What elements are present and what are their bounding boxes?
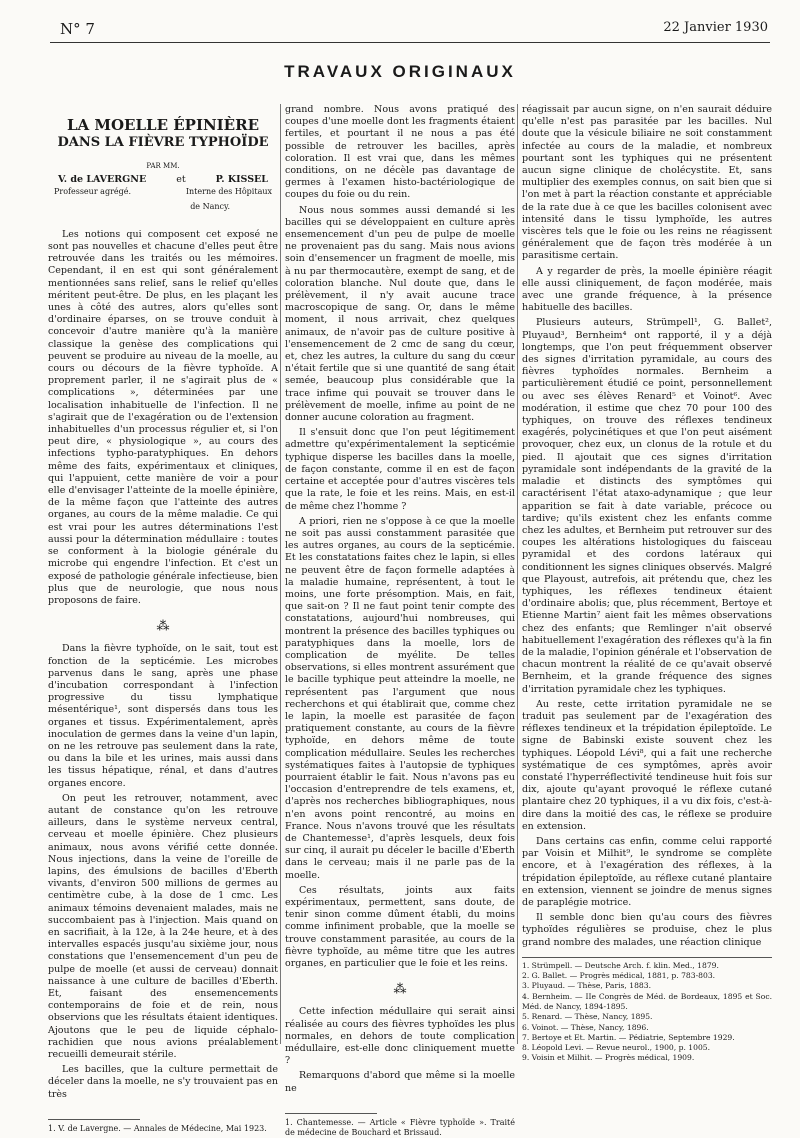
article-subtitle: DANS LA FIÈVRE TYPHOÏDE [57,135,269,150]
reference-item: 4. Bernheim. — IIe Congrès de Méd. de Bordeaux, 1895 et Soc. Méd. de Nancy, 1894-1895. [522,991,772,1011]
section-separator: ⁂ [156,619,170,635]
paragraph: Il semble donc bien qu'au cours des fièvres typhoïdes régulières se produise, chez le plus grand nombre des malades, une réaction clinique [522,912,772,948]
author-et: et [176,174,186,186]
footnote: 1. V. de Lavergne. — Annales de Médecine, Mai 1923. [48,1123,267,1133]
paragraph: Cette infection médullaire qui serait ainsi réalisée au cours des fièvres typhoïdes les plus normales, en dehors de toute complication médullaire, est-elle donc cliniquement muette ? [285,1006,515,1067]
paragraph: réagissait par aucun signe, on n'en saurait déduire qu'elle n'est pas parasitée par les bacilles. Nul doute que la vésicule biliaire ne soit constamment infectée au cours de la maladie, et nombreux pourtant sont les typhiques qui ne présentent aucun signe clinique de cholécystite. Et, sans multiplier des exemples connus, on sait bien que si l'on met à part la réaction constante et appréciable de la rate due à ce que les bacilles colonisent avec intensité dans le tissu lymphoïde, les autres viscères tels que le foie ou les reins ne réagissent généralement que de façon très modérée à un parasitisme certain. [522,104,772,262]
paragraph: Au reste, cette irritation pyramidale ne se traduit pas seulement par de l'exagération des réflexes tendineux et la trépidation épileptoïde. Le signe de Babinski existe souvent chez les typhiques. Léopold Lévi⁸, qui a fait une recherche systématique de ces symptômes, après avoir constaté l'hyperréflectivité tendineuse huit fois sur dix, ajoute qu'ayant provoqué le réflexe cutané plantaire chez 20 typhiques, il a vu dix fois, c'est-à-dire dans la moitié des cas, le réflexe se produire en extension. [522,698,772,832]
reference-item: 2. G. Ballet. — Progrès médical, 1881, p. 783-803. [522,971,716,981]
paragraph: A y regarder de près, la moelle épinière réagit elle aussi cliniquement, de façon modérée, mais avec une grande fréquence, à la présence habituelle des bacilles. [522,265,772,314]
footnote-rule [48,1119,140,1120]
section-title: TRAVAUX ORIGINAUX [284,62,516,81]
issue-number: N° 7 [60,20,95,38]
paragraph: Il s'ensuit donc que l'on peut légitimement admettre qu'expérimentalement la septicémie typhique disperse les bacilles dans la moelle, de façon constante, comme il en est de façon certaine et acceptée pour d'autres viscères tels que la rate, le foie et les reins. Mais, en est-il de même chez l'homme ? [285,427,515,512]
article-title: LA MOELLE ÉPINIÈRE [66,116,260,134]
author-place: de Nancy. [190,201,230,211]
reference-item: 1. Strümpell. — Deutsche Arch. f. klin. Med., 1879. [522,960,719,970]
paragraph: Les notions qui composent cet exposé ne sont pas nouvelles et chacune d'elles peut être retrouvée dans les traités ou les mémoires. Cependant, il en est qui sont généralement mentionnées sans relief, sans le relief qu'elles méritent peut-être. De plus, en les plaçant les unes à côté des autres, alors qu'elles sont d'ordinaire éparses, on se trouve conduit à concevoir d'autre manière qu'à la manière classique la genèse des complications qui peuvent se produire au niveau de la moelle, au cours ou décours de la fièvre typhoïde. A proprement parler, il ne s'agirait plus de « complications », déterminées par une localisation inhabituelle de l'infection. Il ne s'agirait que de l'exagération ou de l'extension inhabituelles d'un processus régulier et, si l'on peut dire, « physiologique », au cours des infections typho-paratyphiques. En dehors même des faits, expérimentaux et cliniques, qui l'appuient, cette manière de voir a pour elle d'envisager l'atteinte de la moelle épinière, de la même façon que l'atteinte des autres organes, au cours de la même maladie. Ce qui est vrai pour les autres déterminations l'est aussi pour la détermination médullaire : toutes se conforment à la biologie générale du microbe qui engendre l'infection. Et c'est un exposé de pathologie générale infectieuse, bien plus que de neurologie, que nous nous proposons de faire. [48,228,278,606]
authors [48,174,278,186]
column-3 [522,104,772,1064]
paragraph: Plusieurs auteurs, Strümpell¹, G. Ballet², Pluyaud³, Bernheim⁴ ont rapporté, il y a déjà longtemps, que l'on peut fréquemment observer des signes d'irritation pyramidale, au cours des fièvres typhoïdes normales. Bernheim a particulièrement étudié ce point, personnellement ou avec ses élèves Renard⁵ et Voinot⁶. Avec modération, il estime que chez 70 pour 100 des typhiques, on trouve des réflexes tendineux exagérés, polycinétiques et que l'on peut aisément provoquer, chez eux, un clonus de la rotule et du pied. Il ajoutait que ces signes d'irritation pyramidale sont indépendants de la gravité de la maladie et distincts des symptômes qui caractérisent l'état ataxo-adynamique ; que leur apparition se fait à date variable, précoce ou tardive; qu'ils existent chez les enfants comme chez les adultes, et Bernheim put retrouver sur des coupes les altérations histologiques du faisceau pyramidal et des cordons latéraux qui conditionnent les signes cliniques observés. Malgré que Playoust, autrefois, ait prétendu que, chez les typhiques, les réflexes tendineux étaient d'ordinaire abolis; que, plus récemment, Bertoye et Etienne Martin⁷ aient fait les mêmes observations chez des enfants; que Remlinger n'ait observé habituellement l'exagération des réflexes qu'à la fin de la maladie, l'opinion générale et l'observation de chacun montrent la réalité de ce qu'avait observé Bernheim, et la grande fréquence des signes d'irritation pyramidale chez les typhiques. [522,317,772,695]
page-header [0,20,800,44]
paragraph: Les bacilles, que la culture permettait de déceler dans la moelle, ne s'y trouvaient pas en très [48,1064,278,1100]
column-divider [517,104,518,1044]
issue-date: 22 Janvier 1930 [663,20,768,35]
footnote: 1. Chantemesse. — Article « Fièvre typhoïde ». Traité de médecine de Bouchard et Brissaud. [285,1117,515,1137]
paragraph: On peut les retrouver, notamment, avec autant de constance qu'on les retrouve ailleurs, dans le système nerveux central, cerveau et moelle épinière. Chez plusieurs animaux, nous avons vérifié cette donnée. Nous injections, dans la veine de l'oreille de lapins, des émulsions de bacilles d'Eberth vivants, d'environ 500 millions de germes au centimètre cube, à la dose de 1 cmc. Les animaux témoins devenaient malades, mais ne succombaient pas à l'injection. Mais quand on en sacrifiait, à la 12e, à la 24e heure, et à des intervalles espacés jusqu'au sixième jour, nous constations que l'ensemencement d'un peu de pulpe de moelle (et aussi de cerveau) donnait naissance à une culture de bacilles d'Eberth. Et, faisant des ensemencements contemporains de foie et de rein, nous observions que les résultats étaient identiques. Ajoutons que le peu de liquide céphalo-rachidien que nous avions préalablement recueilli demeurait stérile. [48,792,278,1061]
column-divider [280,104,281,1044]
paragraph: A priori, rien ne s'oppose à ce que la moelle ne soit pas aussi constamment parasitée que les autres organes, au cours de la septicémie. Et les constatations faites chez le lapin, si elles ne peuvent être de façon formelle adaptées à la maladie humaine, représentent, à tout le moins, une forte présomption. Mais, en fait, que sait-on ? Il ne faut point tenir compte des constatations, aujourd'hui nombreuses, qui montrent la présence des bacilles typhiques ou paratyphiques dans la moelle, lors de complication de myélite. De telles observations, si elles montrent assurément que le bacille typhique peut atteindre la moelle, ne représentent pas l'argument que nous recherchons et qui établirait que, comme chez le lapin, la moelle est parasitée de façon pratiquement constante, au cours de la fièvre typhoïde, en dehors même de toute complication médullaire. Seules les recherches systématiques faites à l'autopsie de typhiques pourraient établir le fait. Nous n'avons pas eu l'occasion d'entreprendre de tels examens, et, d'après nos recherches bibliographiques, nous n'en avons point rencontré, au moins en France. Nous n'avons trouvé que les résultats de Chantemesse¹, d'après lesquels, deux fois sur cinq, il aurait pu déceler le bacille d'Eberth dans le cerveau; mais il ne parle pas de la moelle. [285,515,515,881]
reference-item: 3. Pluyaud. — Thèse, Paris, 1883. [522,981,651,991]
paragraph: Ces résultats, joints aux faits expérimentaux, permettent, sans doute, de tenir sinon comme dûment établi, du moins comme infiniment probable, que la moelle se trouve constamment parasitée, au cours de la fièvre typhoïde, au même titre que les autres organes, en particulier que le foie et les reins. [285,884,515,970]
reference-item: 5. Renard. — Thèse, Nancy, 1895. [522,1012,653,1022]
references [522,957,772,1064]
column-2 [285,104,515,1138]
role-1: Professeur agrégé. [54,187,132,197]
reference-item: 9. Voisin et Milhit. — Progrès médical, 1909. [522,1053,695,1063]
reference-item: 6. Voinot. — Thèse, Nancy, 1896. [522,1022,649,1032]
paragraph: Nous nous sommes aussi demandé si les bacilles qui se développaient en culture après ensemencement d'un peu de pulpe de moelle ne provenaient pas du sang. Mais nous avions soin d'ensemencer un fragment de moelle, mis à nu par thermocautère, exempt de sang, et de coloration blanche. Nul doute que, dans le prélèvement, il n'y avait aucune trace macroscopique de sang. Or, dans le même moment, il nous arrivait, chez quelques animaux, de n'avoir pas de culture positive à l'ensemencement de 2 cmc de sang du cœur, et, chez les autres, la culture du sang du cœur n'était fertile que si une quantité de sang était semée, beaucoup plus considérable que la trace infime qui pouvait se trouver dans le prélèvement de moelle, infime au point de ne donner aucune coloration au fragment. [285,204,515,424]
header-rule [50,42,770,43]
footnote-rule [285,1113,377,1114]
paragraph: Remarquons d'abord que même si la moelle ne [285,1070,515,1094]
author-roles [48,186,278,198]
role-2: Interne des Hôpitaux [185,187,272,197]
paragraph: Dans certains cas enfin, comme celui rapporté par Voisin et Milhit⁹, le syndrome se complète encore, et à l'exagération des réflexes, à la trépidation épileptoïde, au réflexe cutané plantaire en extension, viennent se joindre de menus signes de paraplégie motrice. [522,835,772,908]
paragraph: Dans la fièvre typhoïde, on le sait, tout est fonction de la septicémie. Les microbes parvenus dans le sang, après une phase d'incubation correspondant à l'infection progressive du tissu lymphatique mésentérique¹, sont dispersés dans tous les organes et tissus. Expérimentalement, après inoculation de germes dans la veine d'un lapin, on ne les retrouve pas seulement dans la rate, ou dans la bile et les urines, mais aussi dans les tissus hépatique, rénal, et dans d'autres organes encore. [48,643,278,789]
paragraph: grand nombre. Nous avons pratiqué des coupes d'une moelle dont les fragments étaient fertiles, et pourtant il ne nous a pas été possible de retrouver les bacilles, après coloration. Il est vrai que, dans les mêmes conditions, on ne décèle pas davantage de germes à l'examen histo-bactériologique de coupes du foie ou du rein. [285,104,515,201]
reference-item: 7. Bertoye et Et. Martin. — Pédiatrie, Septembre 1929. [522,1032,735,1042]
author-1: V. de LAVERGNE [58,174,147,186]
section-separator: ⁂ [393,982,407,998]
column-1 [48,104,278,1134]
reference-item: 8. Léopold Levi. — Revue neurol., 1900, p. 1005. [522,1043,711,1053]
author-2: P. KISSEL [215,174,268,186]
byline-par: PAR MM. [146,162,180,170]
